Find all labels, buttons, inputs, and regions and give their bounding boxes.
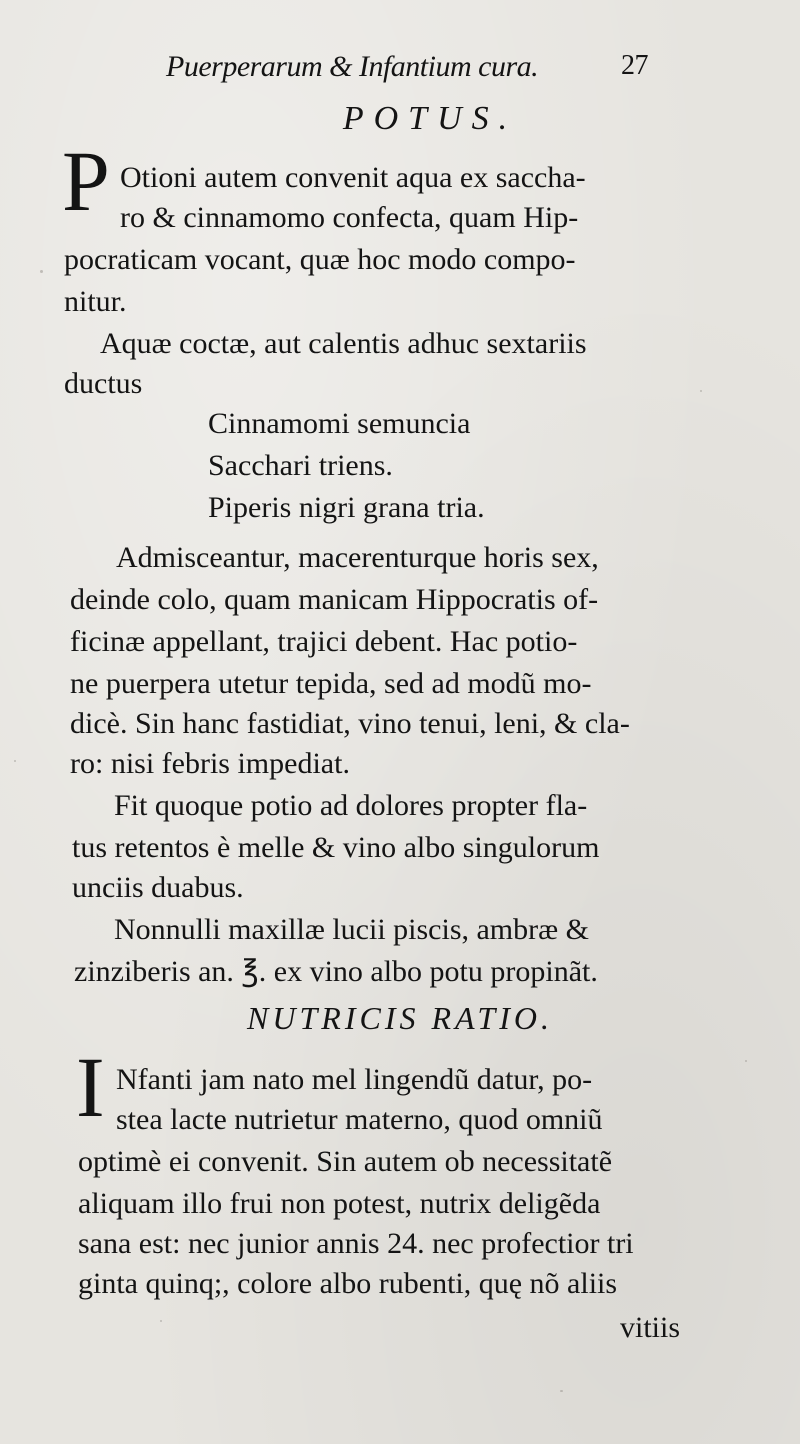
running-head: [160, 48, 660, 88]
recipe-line: Sacchari triens.: [208, 449, 393, 482]
text-line: unciis duabus.: [72, 871, 244, 904]
paper-speck: [40, 270, 43, 273]
text-line: ficinæ appellant, trajici debent. Hac potio-: [70, 625, 578, 658]
running-title: Puerperarum & Infantium cura.: [166, 50, 539, 83]
section-heading-potus: POTUS.: [342, 100, 518, 137]
drop-cap-i: I: [76, 1039, 105, 1135]
paper-speck: [160, 1320, 162, 1322]
text-line: tus retentos è melle & vino albo singulorum: [72, 831, 600, 864]
text-line: pocraticam vocant, quæ hoc modo compo-: [64, 243, 576, 276]
page-number: 27: [621, 50, 648, 81]
text-line: Nonnulli maxillæ lucii piscis, ambræ &: [114, 913, 589, 946]
catchword: vitiis: [620, 1311, 681, 1344]
text-line: ro & cinnamomo confecta, quam Hip-: [120, 201, 579, 234]
paper-speck: [14, 760, 16, 762]
text-line: stea lacte nutrietur materno, quod omniũ: [116, 1103, 603, 1136]
text-line: ne puerpera utetur tepida, sed ad modũ mo-: [70, 667, 592, 700]
text-line: nitur.: [64, 285, 127, 318]
text-line: aliquam illo frui non potest, nutrix deligẽda: [78, 1187, 601, 1220]
paper-speck: [745, 1060, 747, 1062]
text-line: Aquæ coctæ, aut calentis adhuc sextariis: [100, 327, 587, 360]
text-line: Fit quoque potio ad dolores propter fla-: [114, 789, 588, 822]
text-line: dicè. Sin hanc fastidiat, vino tenui, leni, & cla-: [70, 707, 630, 740]
text-line: sana est: nec junior annis 24. nec profectior tri: [78, 1227, 634, 1260]
paper-speck: [700, 390, 702, 392]
text-line: optimè ei convenit. Sin autem ob necessitatẽ: [78, 1145, 613, 1178]
paper-speck: [560, 1390, 563, 1392]
text-line: ro: nisi febris impediat.: [70, 747, 350, 780]
recipe-line: Piperis nigri grana tria.: [208, 491, 485, 524]
section-heading-nutricis-ratio: NUTRICIS RATIO.: [247, 1000, 553, 1036]
text-line: Admisceantur, macerenturque horis sex,: [116, 541, 599, 574]
text-line: deinde colo, quam manicam Hippocratis of-: [70, 583, 599, 616]
drop-cap-p: P: [62, 133, 110, 229]
text-line: ductus: [64, 367, 143, 400]
text-line: Nfanti jam nato mel lingendũ datur, po-: [116, 1063, 593, 1096]
recipe-line: Cinnamomi semuncia: [208, 407, 471, 440]
text-line: zinziberis an. ℥. ex vino albo potu propinãt.: [74, 955, 598, 988]
text-line: Otioni autem convenit aqua ex saccha-: [120, 161, 586, 194]
text-line: ginta quinq;, colore albo rubenti, quę nõ aliis: [78, 1267, 618, 1300]
